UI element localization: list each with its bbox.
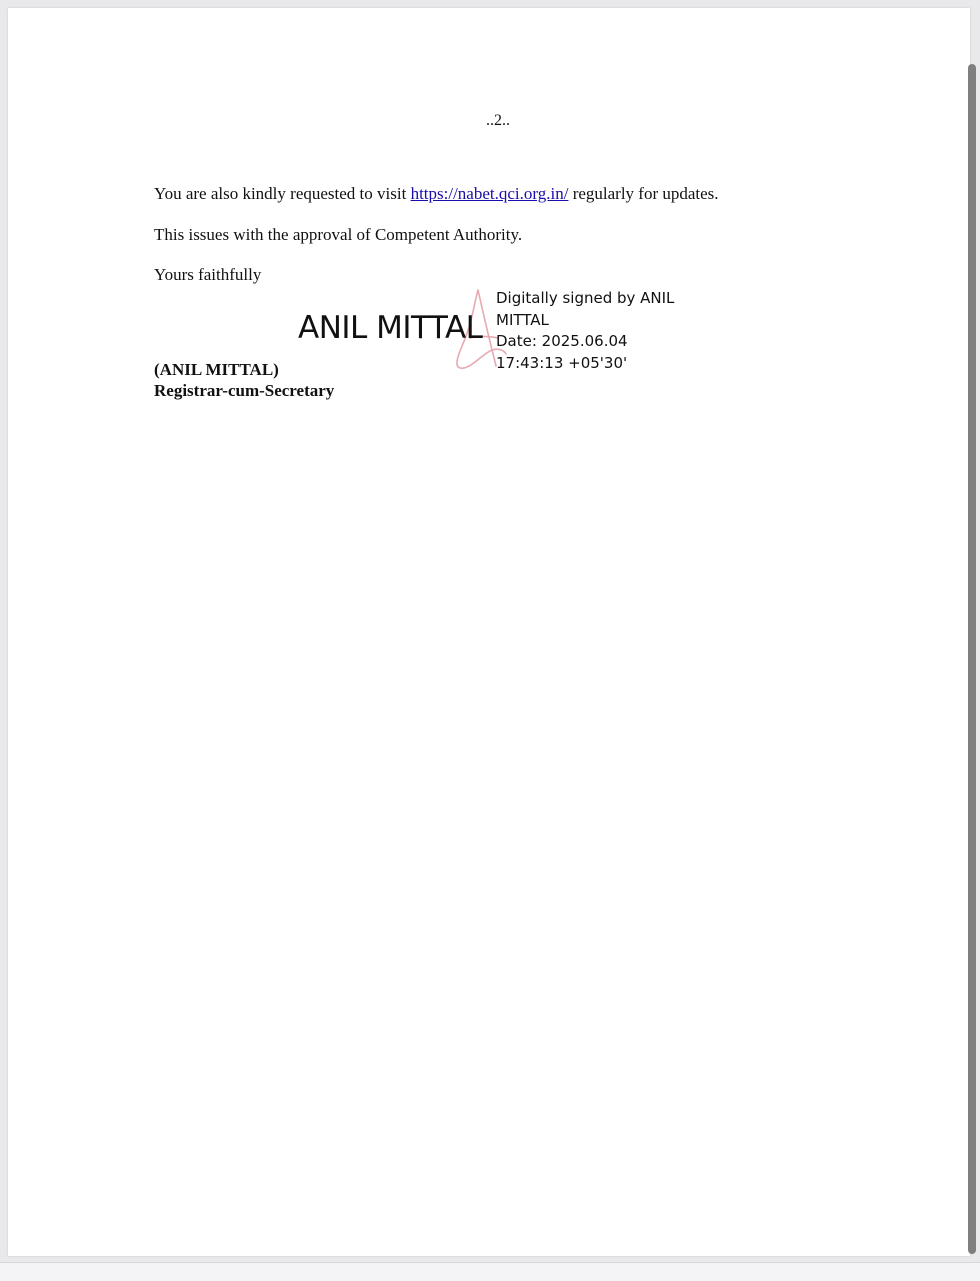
signature-time: 17:43:13 +05'30' — [496, 353, 628, 372]
signature-detail-line: MITTAL — [496, 310, 549, 329]
visit-paragraph — [154, 184, 719, 204]
digital-signature[interactable] — [298, 284, 718, 384]
vertical-scrollbar[interactable] — [966, 0, 980, 1262]
visit-text-suffix: regularly for updates. — [568, 184, 719, 203]
approval-paragraph: This issues with the approval of Competent Authority. — [154, 225, 523, 244]
scrollbar-thumb[interactable] — [968, 64, 976, 1254]
signature-detail-line: Digitally signed by ANIL — [496, 289, 675, 307]
signatory-name: (ANIL MITTAL) — [154, 360, 279, 379]
page-number: ..2.. — [486, 112, 510, 129]
document-page — [8, 8, 970, 1256]
signature-details — [496, 288, 674, 374]
visit-text-prefix: You are also kindly requested to visit — [154, 184, 411, 203]
nabet-link[interactable]: https://nabet.qci.org.in/ — [410, 184, 569, 203]
closing-line: Yours faithfully — [154, 265, 262, 284]
signature-name: ANIL MITTAL — [298, 310, 483, 346]
signatory-title: Registrar-cum-Secretary — [154, 381, 335, 400]
signatory-block — [154, 359, 334, 401]
viewer-bottom-edge — [0, 1262, 980, 1281]
signature-date: Date: 2025.06.04 — [496, 332, 628, 350]
